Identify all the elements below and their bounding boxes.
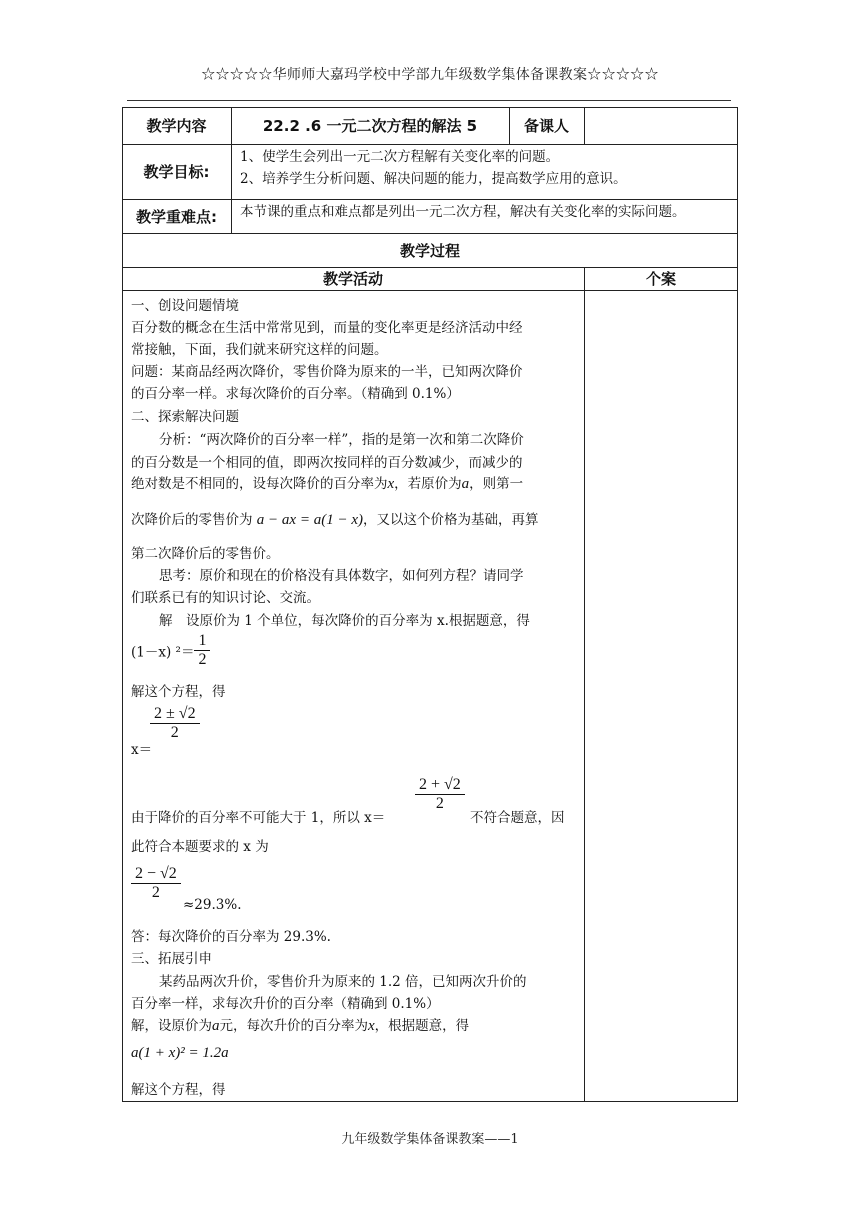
- keypoints-label: 教学重难点:: [136, 207, 217, 226]
- fraction: $\frac{2 + √2}{2}$: [415, 776, 465, 813]
- paragraph-line: 解这个方程，得: [131, 1082, 226, 1098]
- paragraph-line: 次降价后的零售价为 a − ax = a(1 − x)，又以这个价格为基础，再算: [131, 512, 539, 528]
- fraction: $\frac{1}{2}$: [194, 632, 210, 669]
- col-divider: [584, 267, 585, 1102]
- goal-item: 2、培养学生分析问题、解决问题的能力，提高数学应用的意识。: [240, 170, 627, 187]
- content-value: 22.2 .6 一元二次方程的解法 5: [262, 117, 478, 135]
- equation: a − ax = a(1 − x): [256, 512, 363, 528]
- math-var: x: [387, 476, 395, 492]
- fraction: $\frac{2 - √2}{2}$: [131, 865, 181, 902]
- paragraph-line: 百分数的概念在生活中常常见到，而量的变化率更是经济活动中经: [131, 320, 523, 336]
- paragraph-line: 解这个方程，得: [131, 684, 226, 700]
- header-rule: [127, 100, 731, 101]
- equation: a(1 + x)² = 1.2a: [131, 1045, 229, 1061]
- fraction: $\frac{2 \pm √2}{2}$: [150, 705, 200, 742]
- activity-header: 教学活动: [322, 270, 383, 288]
- section-title: 二、探索解决问题: [131, 409, 239, 425]
- paragraph-line: 的百分数是一个相同的值，即两次按同样的百分数减少，而减少的: [131, 455, 523, 471]
- paragraph-line: 由于降价的百分率不可能大于 1，所以 x＝: [131, 810, 386, 826]
- paragraph-line: 分析：“两次降价的百分率一样”，指的是第一次和第二次降价: [159, 432, 524, 448]
- case-header: 个案: [645, 270, 676, 288]
- section-title: 一、创设问题情境: [131, 298, 239, 314]
- preparer-label: 备课人: [523, 117, 569, 135]
- paragraph-line: x＝: [131, 742, 153, 758]
- paragraph-line: 百分率一样，求每次升价的百分率（精确到 0.1%）: [131, 996, 440, 1012]
- fraction-numerator: 2 + √2: [415, 776, 465, 795]
- math-var: a: [461, 476, 470, 492]
- page-footer: 九年级数学集体备课教案——1: [341, 1132, 519, 1147]
- paragraph-line: 解，设原价为a元，每次升价的百分率为x，根据题意，得: [131, 1018, 470, 1034]
- process-title: 教学过程: [399, 241, 460, 260]
- paragraph-line: 思考：原价和现在的价格没有具体数字，如何列方程？请同学: [159, 568, 524, 584]
- paragraph-line: 的百分率一样。求每次降价的百分率。（精确到 0.1%）: [131, 386, 460, 402]
- section-title: 三、拓展引申: [131, 951, 212, 967]
- row-divider: [122, 290, 738, 291]
- paragraph-line: 常接触，下面，我们就来研究这样的问题。: [131, 342, 388, 358]
- answer-line: 答：每次降价的百分率为 29.3%.: [131, 929, 331, 945]
- paragraph-line: 不符合题意，因: [470, 810, 565, 826]
- paragraph-line: 们联系已有的知识讨论、交流。: [131, 590, 320, 606]
- keypoints-text: 本节课的重点和难点都是列出一元二次方程，解决有关变化率的实际问题。: [240, 204, 686, 220]
- page-header: ☆☆☆☆☆华师师大嘉玛学校中学部九年级数学集体备课教案☆☆☆☆☆: [201, 67, 659, 83]
- paragraph-line: 此符合本题要求的 x 为: [131, 839, 269, 855]
- paragraph-line: 某药品两次升价，零售价升为原来的 1.2 倍，已知两次升价的: [159, 974, 527, 990]
- math-var: x: [368, 1018, 375, 1034]
- fraction-numerator: 2 ± √2: [150, 705, 200, 724]
- equation-line: (1－x) ²＝ $\frac{1}{2}$: [131, 632, 210, 669]
- goals-label: 教学目标:: [143, 163, 210, 181]
- paragraph-line: 问题：某商品经两次降价，零售价降为原来的一半，已知两次降价: [131, 364, 523, 380]
- paragraph-line: 绝对数是不相同的，设每次降价的百分率为x，若原价为a，则第一: [131, 476, 524, 492]
- math-var: a: [212, 1018, 220, 1034]
- paragraph-line: 第二次降价后的零售价。: [131, 546, 280, 562]
- goals-list: [240, 147, 730, 190]
- paragraph-line: 解 设原价为 1 个单位，每次降价的百分率为 x.根据题意，得: [159, 613, 530, 629]
- fraction-numerator: 2 − √2: [131, 865, 181, 884]
- preparer-value: [584, 107, 738, 144]
- content-label: 教学内容: [146, 117, 207, 135]
- goal-item: 1、使学生会列出一元二次方程解有关变化率的问题。: [240, 149, 560, 165]
- paragraph-line: ≈29.3%.: [183, 897, 242, 913]
